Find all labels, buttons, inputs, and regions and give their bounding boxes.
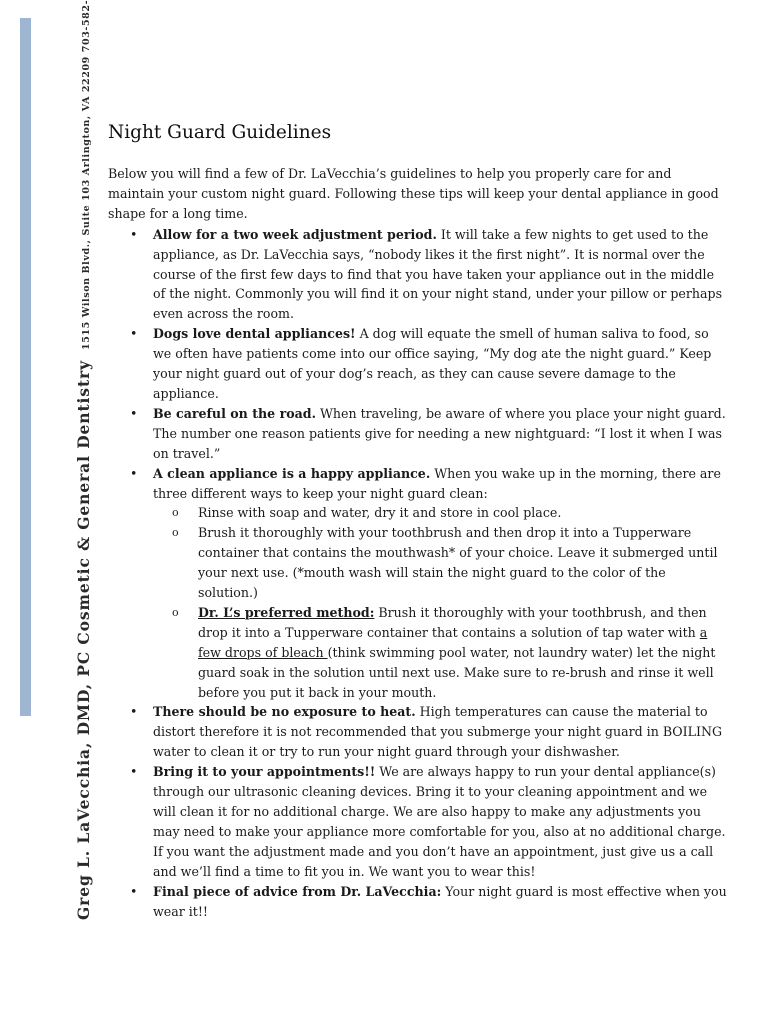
sub-list-item (153, 523, 728, 603)
bullet-icon: • (130, 704, 138, 720)
item-lead: Be careful on the road. (153, 405, 316, 421)
list-item (108, 702, 728, 762)
item-text: It will take a few nights to get used to the appliance, as Dr. LaVecchia says, “nobody likes it the first night”. It is normal over the course of the first few days to find that you have taken your appliance out in the middle of the night. Commonly you will find it on your night stand, under your pillow or perhaps even across the room. (153, 226, 723, 322)
sub-item-text: (think swimming pool water, not laundry water) let the night guard soak in the solution until next use. Make sure to re-brush and rinse it well before you put it back in your mouth. (198, 644, 716, 700)
decorative-side-bar (20, 18, 31, 716)
list-item (108, 464, 728, 703)
intro-paragraph: Below you will find a few of Dr. LaVecchia’s guidelines to help you properly care for and maintain your custom night guard. Following these tips will keep your dental appliance in good shape for a long time. (108, 166, 719, 221)
document-body (108, 120, 728, 921)
page-title: Night Guard Guidelines (108, 122, 332, 143)
item-text: High temperatures can cause the material to distort therefore it is not recommended that you submerge your night guard in BOILING water to clean it or try to run your night guard through your dishwasher. (153, 704, 723, 760)
bullet-icon: • (130, 326, 138, 342)
bullet-icon: • (130, 465, 138, 481)
list-item (108, 225, 728, 325)
bullet-icon: • (130, 405, 138, 421)
item-text: When you wake up in the morning, there are three different ways to keep your night guard clean: (153, 465, 721, 501)
list-item (108, 404, 728, 464)
list-item (108, 762, 728, 881)
item-lead: A clean appliance is a happy appliance. (153, 465, 431, 481)
bullet-icon: • (130, 764, 138, 780)
item-text: Your night guard is most effective when you wear it!! (153, 883, 727, 919)
item-lead: Bring it to your appointments!! (153, 764, 376, 780)
practice-letterhead (74, 0, 93, 920)
sub-item-text: Rinse with soap and water, dry it and store in cool place. (198, 505, 562, 521)
item-lead: Allow for a two week adjustment period. (153, 226, 437, 242)
sub-item-text: Brush it thoroughly with your toothbrush and then drop it into a Tupperware container that contains the mouthwash* of your choice. Leave it submerged until your next use. (*mouth wash will stain the night guard to the color of the solution.) (198, 525, 718, 601)
sub-item-text: Brush it thoroughly with your toothbrush, and then drop it into a Tupperware container that contains a solution of tap water with (198, 604, 707, 640)
item-text: A dog will equate the smell of human saliva to food, so we often have patients come into our office saying, “My dog ate the night guard.” Keep your night guard out of your dog’s reach, as they can cause severe damage to the appliance. (153, 326, 712, 401)
cleaning-methods-list (153, 503, 728, 702)
bullet-icon: • (130, 226, 138, 242)
bullet-icon: • (130, 883, 138, 899)
preferred-method-label: Dr. L’s preferred method: (198, 604, 375, 620)
sub-bullet-icon: o (172, 526, 179, 540)
item-lead: Dogs love dental appliances! (153, 326, 356, 342)
sub-bullet-icon: o (172, 605, 179, 619)
bleach-emphasis: a few drops of bleach (198, 624, 708, 660)
guidelines-list (108, 225, 728, 922)
sub-list-item (153, 603, 728, 703)
item-text: When traveling, be aware of where you place your night guard. The number one reason patients give for needing a new nightguard: “I lost it when I was on travel.” (153, 405, 726, 461)
item-text: We are always happy to run your dental appliance(s) through our ultrasonic cleaning devices. Bring it to your cleaning appointment and we will clean it for no additional charge. We are also happy to make any adjustments you may need to make your appliance more comfortable for you, also at no additional charge. If you want the adjustment made and you don’t have an appointment, just give us a call and we’ll find a time to fit you in. We want you to wear this! (153, 764, 726, 879)
list-item (108, 324, 728, 404)
item-lead: Final piece of advice from Dr. LaVecchia: (153, 883, 442, 899)
sub-list-item (153, 503, 728, 523)
item-lead: There should be no exposure to heat. (153, 704, 416, 720)
practice-name: Greg L. LaVecchia, DMD, PC Cosmetic & General Dentistry (74, 360, 93, 920)
sub-bullet-icon: o (172, 506, 179, 520)
list-item (108, 882, 728, 922)
practice-address: 1515 Wilson Blvd., Suite 103 Arlington, VA 22209 703-582- (81, 0, 92, 351)
